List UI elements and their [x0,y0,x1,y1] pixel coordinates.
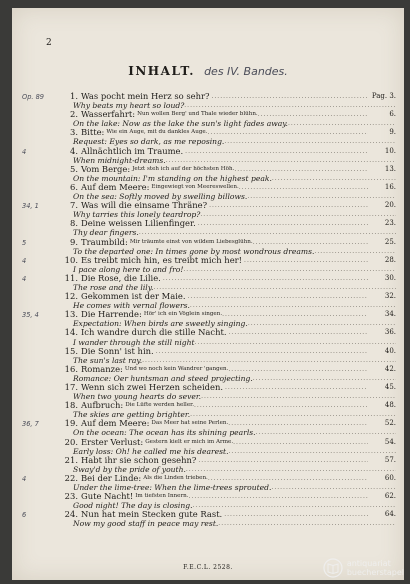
entry-page: 52. [384,419,396,428]
dot-leader [156,347,368,356]
entry-number: 13. [64,310,78,320]
entry-german-line [56,383,396,392]
entry-page: 16. [384,182,396,191]
entry-translation: Good night! The day is closing. [73,501,193,511]
entry-page: 62. [384,492,396,501]
entry-number: 23. [64,492,78,502]
entry-page: 34. [384,310,396,319]
toc-entry [12,347,404,365]
entry-page: 6. [389,110,396,119]
toc-entry [12,510,404,528]
entry-german-line [56,401,396,410]
entry-translation: Romance: Oer huntsman and steed projecting. [73,373,253,383]
toc-entry [12,383,404,401]
dot-leader [153,283,396,292]
entry-page: 64. [384,510,396,519]
entry-german-line [56,419,396,428]
dot-leader [189,492,368,501]
margin-annotation: 34, 1 [22,202,39,211]
entry-subtitle: Gestern kielt er mich im Arme. [145,438,234,445]
dot-leader [198,456,368,465]
entry-title: Wasserfahrt: [81,110,136,120]
entry-title: Nun hat mein Stecken gute Rast. [81,510,223,520]
footer-code: F.E.C.L. 2528. [183,564,233,571]
watermark [323,558,404,578]
dot-leader [253,238,368,247]
entry-german-line [56,274,396,283]
entry-page: 54. [384,437,396,446]
margin-annotation: 4 [22,147,27,156]
entry-page: 9. [389,128,396,137]
entry-page: 28. [384,255,396,264]
entry-number: 16. [64,364,78,374]
entry-number: 10. [64,255,78,265]
entry-english-line [72,101,396,110]
entry-number: 14. [64,328,78,338]
entry-number: 15. [64,346,78,356]
title-handwritten-annotation: des IV. Bandes. [204,65,288,78]
entry-german-line [56,310,396,319]
toc-entry [12,328,404,346]
title-row [12,60,404,79]
entry-title: Auf dem Meere: [81,419,150,429]
entry-translation: When midnight-dreams. [73,155,166,165]
dot-leader [193,501,396,510]
entry-german-line [56,165,396,174]
toc-entry [12,474,404,492]
dot-leader [244,256,368,265]
entry-page: 36. [384,328,396,337]
toc-entry [12,128,404,146]
entry-translation: The rose and the lily. [73,282,154,292]
toc-entry [12,183,404,201]
entry-title: Bitte: [81,128,105,138]
toc-entry [12,456,404,474]
entry-subtitle: Und wo noch kein Wandrer 'gangen. [124,365,229,372]
toc-entry [12,438,404,456]
page-number: 2 [46,38,52,48]
entry-page: 25. [384,237,396,246]
entry-title: Bei der Linde: [81,473,142,483]
entry-title: Auf dem Meere: [81,182,150,192]
toc-entry [12,492,404,510]
dot-leader [288,119,396,128]
toc-entry [12,365,404,383]
dot-leader [222,310,368,319]
dot-leader [200,210,396,219]
entry-german-line [56,438,396,447]
entry-translation: Why beats my heart so loud? [73,101,185,111]
entry-page: Pag. 3. [371,92,396,100]
entry-english-line [72,283,396,292]
toc-entry [12,165,404,183]
entry-title: Aufbruch: [81,401,124,411]
entry-translation: Request: Eyes so dark, as me reposing. [73,137,225,147]
entry-page: 57. [384,455,396,464]
dot-leader [228,365,368,374]
margin-annotation: 4 [22,474,27,483]
entry-number: 19. [64,419,78,429]
entry-english-line [72,465,396,474]
dot-leader [139,228,396,237]
page-title: INHALT. [128,64,195,78]
entry-translation: I pace along here to and fro! [73,264,184,274]
dot-leader [224,137,396,146]
entry-english-line [72,265,396,274]
entry-english-line [72,447,396,456]
entry-title: Erster Verlust: [81,437,144,447]
margin-annotation: 4 [22,274,27,283]
dot-leader [248,319,396,328]
entry-number: 4. [70,146,78,156]
entry-number: 21. [64,455,78,465]
entry-title: Gute Nacht! [81,492,134,502]
entry-german-line [56,256,396,265]
dot-leader [190,301,396,310]
entry-number: 5. [70,164,78,174]
dot-leader [314,247,396,256]
dot-leader [142,356,396,365]
entry-translation: He comes with vernal flowers. [73,301,190,311]
entry-title: Wenn sich zwei Herzen scheiden. [81,383,224,392]
entry-number: 22. [64,473,78,483]
entry-subtitle: Wie ein Auge, mit du dankles Auge. [106,129,208,136]
entry-title: Was pocht mein Herz so sehr? [81,92,210,101]
toc-entry [12,274,404,292]
dot-leader [239,183,368,192]
entry-page: 20. [384,201,396,210]
entry-german-line [56,219,396,228]
entry-subtitle: Eingewiegt von Meereswellen. [151,183,239,190]
toc-entry [12,201,404,219]
entry-page: 48. [384,401,396,410]
watermark-text [347,559,404,577]
entry-subtitle: Das Meer hat seine Perlen. [151,420,229,427]
entry-number: 20. [64,437,78,447]
dot-leader [211,92,368,101]
dot-leader [218,519,396,528]
entry-english-line [72,338,396,347]
toc-entry [12,310,404,328]
entry-number: 18. [64,401,78,411]
entry-number: 7. [70,201,78,211]
entry-english-line [72,319,396,328]
entry-translation: On the lake: Now as the lake the sun's light fades away. [73,119,288,129]
entry-german-line [56,492,396,501]
margin-annotation: 5 [22,238,27,247]
toc-entry [12,256,404,274]
entry-page: 10. [384,146,396,155]
entry-translation: Expectation: When birds are sweetly singing. [73,319,248,329]
dot-leader [209,201,368,210]
dot-leader [229,447,397,456]
document-page [12,8,404,580]
dot-leader [183,265,396,274]
dot-leader [225,383,368,392]
margin-annotation: 6 [22,511,27,520]
entry-english-line [72,519,396,528]
entry-translation: On the ocean: The ocean has its shining pearls. [73,428,256,438]
entry-german-line [56,201,396,210]
entry-english-line [72,356,396,365]
entry-german-line [56,474,396,483]
entry-title: Allnächtlich im Traume. [81,146,184,156]
toc-entry [12,401,404,419]
margin-annotation: Op. 89 [22,93,44,101]
dot-leader [195,338,396,347]
entry-title: Die Harrende: [81,310,142,320]
entry-number: 17. [64,383,78,392]
toc-entry [12,238,404,256]
entry-translation: When two young hearts do sever. [73,392,202,402]
entry-translation: On the mountain: I'm standing on the highest peak. [73,173,272,183]
entry-title: Ich wandre durch die stille Nacht. [81,328,227,338]
entry-number: 9. [70,237,78,247]
dot-leader [272,174,396,183]
watermark-line-2: buecherstapel [346,568,404,577]
toc-entry [12,110,404,128]
entry-page: 30. [384,273,396,282]
dot-leader [224,510,368,519]
dot-leader [233,438,368,447]
entry-translation: Sway'd by the pride of youth. [73,464,186,474]
margin-annotation: 4 [22,256,27,265]
entry-number: 3. [70,128,78,138]
entry-german-line [56,456,396,465]
dot-leader [234,165,368,174]
entry-number: 12. [64,292,78,302]
dot-leader [194,401,368,410]
dot-leader [253,374,396,383]
entry-english-line [72,428,396,437]
entry-translation: Why tarries this lonely teardrop? [73,210,201,220]
dot-leader [190,410,396,419]
margin-annotation: 35, 4 [22,311,39,320]
entry-english-line [72,137,396,146]
dot-leader [198,219,368,228]
entry-english-line [72,410,396,419]
entry-german-line [56,128,396,137]
entry-number: 24. [64,510,78,520]
dot-leader [185,147,368,156]
entry-german-line [56,110,396,119]
entry-subtitle: Als die Linden trieben. [143,474,208,481]
entry-english-line [72,374,396,383]
entry-english-line [72,247,396,256]
entry-number: 2. [70,110,78,120]
dot-leader [229,328,368,337]
dot-leader [208,128,369,137]
entry-english-line [72,119,396,128]
entry-page: 40. [384,346,396,355]
entry-subtitle: Jetzt steh ich auf der höchsten Höh. [132,165,235,172]
dot-leader [247,192,396,201]
entry-translation: To the departed one: In times gone by most wondrous dreams. [73,246,315,256]
dot-leader [208,474,368,483]
entry-title: Was will die einsame Thräne? [81,201,208,211]
entry-subtitle: Die Lüfte werden heller. [125,402,194,409]
entry-page: 13. [384,164,396,173]
entry-german-line [56,183,396,192]
dot-leader [258,110,368,119]
entry-translation: I wander through the still night [73,337,195,347]
entry-translation: Early loss: Oh! he called me his dearest. [73,446,229,456]
entry-german-line [56,92,396,101]
entry-english-line [72,156,396,165]
entry-number: 1. [70,92,78,101]
entry-english-line [72,501,396,510]
entry-title: Vom Berge: [81,164,131,174]
entry-german-line [56,365,396,374]
entry-english-line [72,174,396,183]
toc-entry [12,292,404,310]
entry-title: Traumbild: [81,237,128,247]
dot-leader [271,483,396,492]
entry-english-line [72,210,396,219]
toc-entry [12,419,404,437]
entry-german-line [56,510,396,519]
entry-german-line [56,147,396,156]
entry-english-line [72,228,396,237]
entry-english-line [72,301,396,310]
entry-english-line [72,483,396,492]
dot-leader [188,292,368,301]
entry-subtitle: Mir träumte einst von wildem Liebesglühn. [129,238,253,245]
entry-translation: On the sea: Softly moved by swelling billows. [73,192,248,202]
book-icon [323,558,343,578]
entry-german-line [56,347,396,356]
entry-number: 11. [64,273,78,283]
dot-leader [184,101,396,110]
entry-title: Die Sonn' ist hin. [81,346,154,356]
entry-translation: Thy dear fingers. [73,228,139,238]
entry-english-line [72,392,396,401]
entry-page: 32. [384,292,396,301]
entry-translation: Now my good staff in peace may rest. [73,519,219,529]
dot-leader [166,156,396,165]
contents-list [12,92,404,529]
entry-subtitle: Im tiefsten Innern. [135,493,189,500]
dot-leader [163,274,368,283]
entry-translation: Under the lime-tree: When the lime-trees sprouted. [73,483,272,493]
entry-page: 60. [384,473,396,482]
entry-page: 45. [384,383,396,391]
toc-entry [12,147,404,165]
margin-annotation: 36, 7 [22,420,39,429]
entry-title: Deine weissen Lilienfinger. [81,219,196,229]
entry-english-line [72,192,396,201]
entry-german-line [56,328,396,337]
entry-title: Romanze: [81,364,123,374]
entry-subtitle: Hör' ich ein Vöglein singen. [143,311,223,318]
entry-title: Habt ihr sie schon gesehn? [81,455,197,465]
entry-german-line [56,238,396,247]
entry-number: 8. [70,219,78,229]
entry-translation: The skies are getting brighter. [73,410,191,420]
entry-title: Die Rose, die Lilie. [81,273,161,283]
toc-entry [12,92,404,110]
entry-page: 42. [384,364,396,373]
entry-number: 6. [70,182,78,192]
entry-subtitle: Nun wollen Berg' und Thale wieder blühn. [137,111,258,118]
entry-title: Es treibt mich hin, es treibt mich her! [81,255,243,265]
dot-leader [201,392,396,401]
dot-leader [186,465,396,474]
dot-leader [256,428,396,437]
watermark-line-1: antiquariat [346,559,391,568]
entry-page: 23. [384,219,396,228]
toc-entry [12,219,404,237]
entry-title: Gekommen ist der Maie. [81,292,186,302]
dot-leader [228,419,368,428]
entry-german-line [56,292,396,301]
entry-translation: The sun's last ray. [73,355,143,365]
